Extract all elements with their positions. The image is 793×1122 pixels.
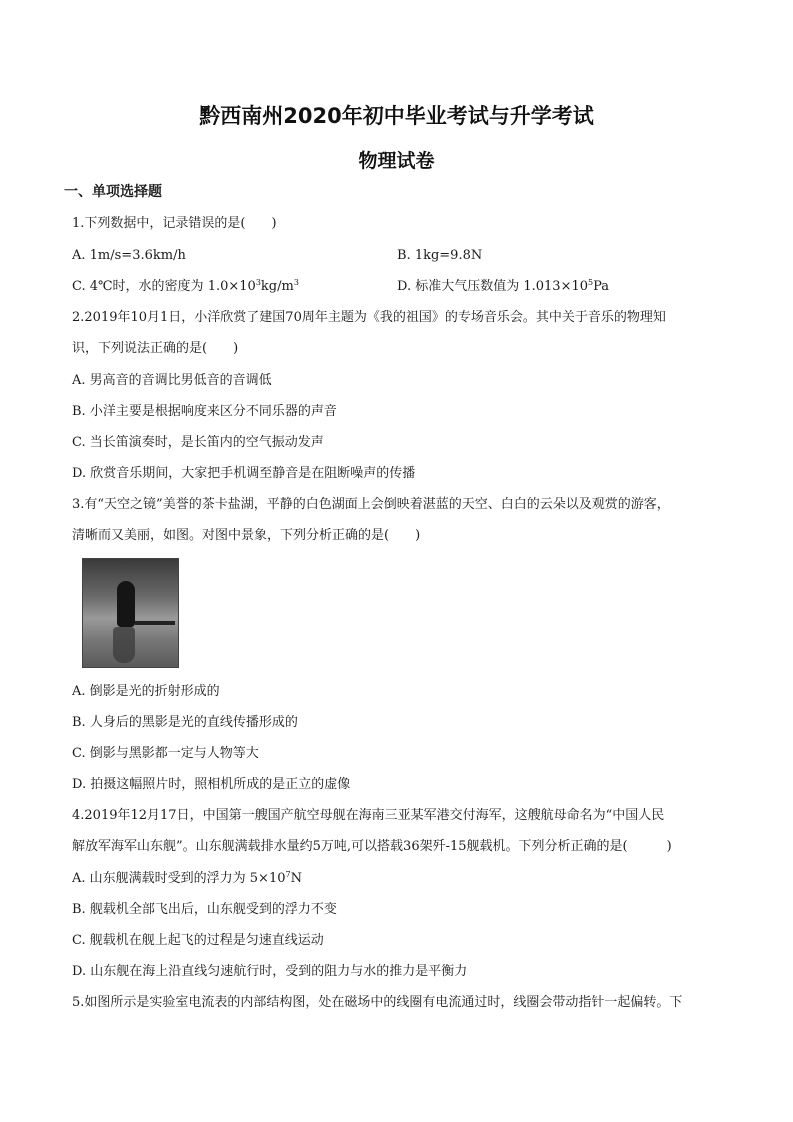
question-2-stem-line1: 2.2019年10月1日，小洋欣赏了建国70周年主题为《我的祖国》的专场音乐会。其中关于音乐的物理知 [72,310,666,325]
question-4-stem-line1: 4.2019年12月17日，中国第一艘国产航空母舰在海南三亚某军港交付海军，这艘航母命名为“中国人民 [72,808,665,823]
salt-lake-reflection-photo [82,558,179,668]
question-3-option-c: C. 倒影与黑影都一定与人物等大 [72,746,259,761]
question-2-stem-line2: 识，下列说法正确的是( ) [72,341,239,356]
person-silhouette [117,581,135,627]
question-4-stem-line2: 解放军海军山东舰”。山东舰满载排水量约5万吨,可以搭载36架歼-15舰载机。下列分析正确的是( ) [72,839,672,854]
person-shadow [135,621,175,625]
question-3-option-b: B. 人身后的黑影是光的直线传播形成的 [72,715,298,730]
question-2-option-b: B. 小洋主要是根据响度来区分不同乐器的声音 [72,404,337,419]
question-1-option-a: A. 1m/s=3.6km/h [72,248,186,263]
question-4-option-c: C. 舰载机在舰上起飞的过程是匀速直线运动 [72,933,324,948]
question-4-option-d: D. 山东舰在海上沿直线匀速航行时，受到的阻力与水的推力是平衡力 [72,964,468,979]
person-reflection [113,627,135,663]
document-subtitle: 物理试卷 [358,150,435,172]
question-3-option-d: D. 拍摄这幅照片时，照相机所成的是正立的虚像 [72,777,351,792]
document-title: 黔西南州2020年初中毕业考试与升学考试 [199,104,594,128]
question-1-option-d: D. 标准大气压数值为 $1.013\times 10^5Pa$ [397,278,610,294]
question-5-stem-line1: 5.如图所示是实验室电流表的内部结构图，处在磁场中的线圈有电流通过时，线圈会带动指针一起偏转。下 [72,995,683,1010]
question-2-option-c: C. 当长笛演奏时，是长笛内的空气振动发声 [72,435,324,450]
question-2-option-d: D. 欣赏音乐期间，大家把手机调至静音是在阻断噪声的传播 [72,466,416,481]
question-1-option-c: C. 4℃时，水的密度为 $1.0\times 10^3kg/m^3$ [72,278,299,294]
question-2-option-a: A. 男高音的音调比男低音的音调低 [72,373,272,388]
question-3-option-a: A. 倒影是光的折射形成的 [72,684,220,699]
section-heading: 一、单项选择题 [64,184,162,200]
question-1-stem: 1.下列数据中，记录错误的是( ) [72,216,277,231]
question-4-option-a: A. 山东舰满载时受到的浮力为 $5\times 10^7N$ [72,870,302,886]
question-4-option-b: B. 舰载机全部飞出后，山东舰受到的浮力不变 [72,902,337,917]
question-3-stem-line1: 3.有“天空之镜”美誉的茶卡盐湖，平静的白色湖面上会倒映着湛蓝的天空、白白的云朵以及观赏的游客， [72,497,670,512]
question-1-option-b: B. 1kg=9.8N [397,248,483,263]
question-3-stem-line2: 清晰而又美丽，如图。对图中景象，下列分析正确的是( ) [72,528,421,543]
